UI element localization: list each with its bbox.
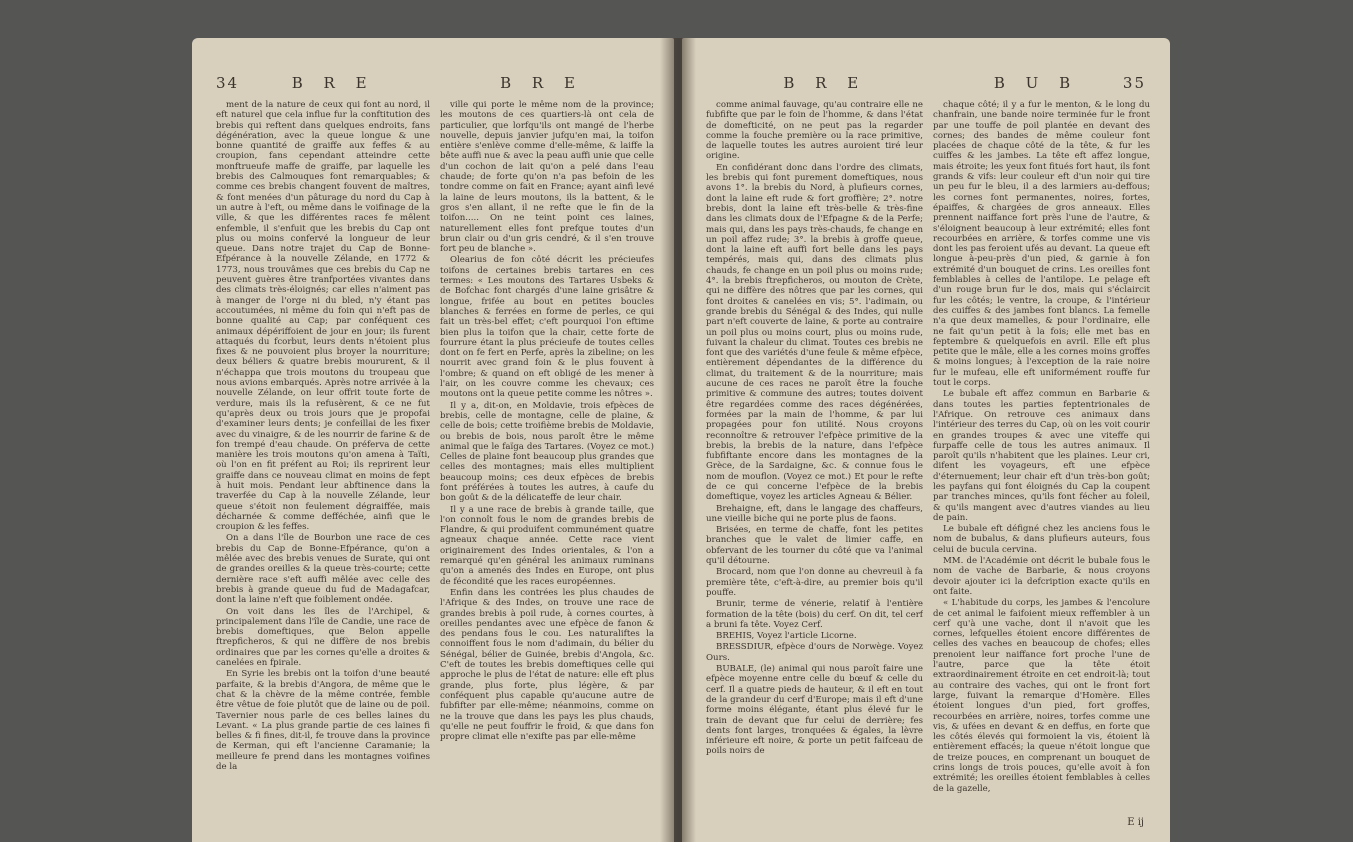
running-head: B R E [291,74,375,92]
paragraph: chaque côté; il y a fur le menton, & le long du chanfrain, une bande noire terminée fur le front par une touffe de poil plantée en devant des cornes; des bandes de même couleur font placées de chaque côté de la tête, & fur les cuiffes & les jambes. La tête eft affez longue, mais étroite; les yeux font fitués fort haut, ils font grands & vifs: leur couleur eft d'un noir qui tire un peu fur le bleu, il a des larmiers au-deffous; les cornes font permanentes, noires, fortes, épaiffes, & chargées de gros anneaux. Elles prennent naiffance fort près l'une de l'autre, & s'éloignent beaucoup à leur extrémité; elles font recourbées en arrière, & torfes comme une vis dont les pas feroient ufés au devant. La queue eft longue à-peu-près d'un pied, & garnie à fon extrémité d'un bouquet de crins. Les oreilles font femblables à celles de l'antilope. Le pelage eft d'un rouge brun fur le dos, mais qui s'éclaircit fur les côtés; le ventre, la croupe, & l'intérieur des cuiffes & des jambes font blancs. La femelle n'a que deux mamelles, & pour l'ordinaire, elle ne fait qu'un petit à la fois; elle met bas en feptembre & quelquefois en avril. Elle eft plus petite que le mâle, elle a les cornes moins groffes & moins longues; à l'exception de la raie noire fur le mufeau, elle eft uniformément rouffe fur tout le corps. [933,100,1150,389]
paragraph: « L'habitude du corps, les jambes & l'encolure de cet animal le faifoient mieux reffembler à un cerf qu'à une vache, dont il n'avoit que les cornes, lefquelles étoient encore différentes de celles des vaches en beaucoup de chofes; elles prenoient leur naiffance fort proche l'une de l'autre, parce que la tête étoit extraordinairement étroite en cet endroit-là; tout au contraire des vaches, qui ont le front fort large, fuivant la remarque d'Homère. Elles étoient longues d'un pied, fort groffes, recourbées en arrière, noires, torfes comme une vis, & ufées en devant & en deffus, en forte que les côtés élevés qui formoient la vis, étoient là entièrement effacés; la queue n'étoit longue que de treize pouces, en comprenant un bouquet de crins longs de trois pouces, qu'elle avoit à fon extrémité; les oreilles étoient femblables à celles de la gazelle, [933,598,1150,794]
text-column [706,100,923,836]
page-number: 35 [1122,74,1146,92]
paragraph: Brocard, nom que l'on donne au chevreuil à fa première tête, c'eft-à-dire, au premier bois qu'il pouffe. [706,567,923,598]
right-page [682,38,1170,842]
paragraph: ment de la nature de ceux qui font au nord, il eft naturel que cela influe fur la conftitution des brebis qui reftent dans quelques endroits, fans dégénération, avec la queue longue & une bonne quantité de graiffe aux feffes & au croupion, fans cependant atteindre cette monftrueufe maffe de graiffe, par laquelle les brebis des Calmouques font remarquables; & comme ces brebis changent fouvent de maîtres, & font menées d'un pâturage du nord du Cap à un autre à l'eft, ou même dans le voifinage de la ville, & que les différentes races fe mêlent enfemble, il s'enfuit que les brebis du Cap ont plus ou moins confervé la longueur de leur queue. Dans notre trajet du Cap de Bonne-Efpérance à la nouvelle Zélande, en 1772 & 1773, nous trouvâmes que ces brebis du Cap ne peuvent guères être tranfportées vivantes dans des climats très-éloignés; car elles n'aiment pas à manger de l'orge ni du bled, n'y étant pas accoutumées, ni même du foin qui n'eft pas de bonne qualité au Cap; par conféquent ces animaux dépériffoient de jour en jour; ils furent attaqués du fcorbut, leurs dents n'étoient plus fixes & ne pouvoient plus broyer la nourriture; deux béliers & quatre brebis moururent, & il n'échappa que trois moutons du troupeau que nous avions embarqués. Après notre arrivée à la nouvelle Zélande, on leur offrit toute forte de verdure, mais ils la refusèrent, & ce ne fut qu'après deux ou trois jours que je propofai d'examiner leurs dents; je confeillai de les fixer avec du vinaigre, & de les nourrir de farine & de fon trempé d'eau chaude. On préferva de cette manière les trois moutons qu'on amena à Taïti, où l'on en fit préfent au Roi; ils reprirent leur graiffe dans ce nouveau climat en moins de fept à huit mois. Pendant leur abftinence dans la traverfée du Cap à la nouvelle Zélande, leur queue s'étoit non feulement dégraiffée, mais décharnée & comme defféchée, ainfi que le croupion & les feffes. [216,100,430,533]
paragraph: Olearius de fon côté décrit les précieufes toifons de certaines brebis tartares en ces termes: « Les moutons des Tartares Usbeks & de Bofchac font chargés d'une laine grisâtre & longue, frifée au bout en petites boucles blanches & ferrées en forme de perles, ce qui fait un très-bel effet; c'eft pourquoi l'on eftime bien plus la toifon que la chair, cette forte de fourrure étant la plus précieufe de toutes celles dont on fe fert en Perfe, après la zibeline; on les nourrit avec grand foin & le plus fouvent à l'ombre; & quand on eft obligé de les mener à l'air, on les couvre comme les chevaux; ces moutons ont la queue petite comme les nôtres ». [440,255,654,400]
paragraph: Il y a, dit-on, en Moldavie, trois efpèces de brebis, celle de montagne, celle de plaine, & celle de bois; cette troifième brebis de Moldavie, ou brebis de bois, nous paroît être le même animal que le faïga des Tartares. (Voyez ce mot.) Celles de plaine font beaucoup plus grandes que celles des montagnes; mais elles multiplient beaucoup moins; ces deux efpèces de brebis font préférées à toutes les autres, à caufe du bon goût & de la délicateffe de leur chair. [440,400,654,504]
right-page-columns [706,100,1150,836]
right-page-header [706,74,1146,96]
running-head: B R E [500,74,583,92]
paragraph: BRESSDIUR, efpèce d'ours de Norwège. Voyez Ours. [706,642,923,663]
paragraph: Il y a une race de brebis à grande taille, que l'on connoît fous le nom de grandes brebis de Flandre, & qui produifent communément quatre agneaux chaque année. Cette race vient originairement des Indes orientales, & l'on a remarqué qu'en général les animaux ruminans qu'on a amenés des Indes en Europe, ont plus de fécondité que les races européennes. [440,504,654,587]
paragraph: Le bubale eft défigné chez les anciens fous le nom de bubalus, & dans plufieurs auteurs, fous celui de bucula cervina. [933,524,1150,555]
paragraph: ville qui porte le même nom de la province; les moutons de ces quartiers-là ont cela de particulier, que lorfqu'ils ont mangé de l'herbe nouvelle, depuis janvier jufqu'en mai, la toifon entière s'enlève comme d'elle-même, & laiffe la bête auffi nue & avec la peau auffi unie que celle d'un cochon de lait qu'on a pelé dans l'eau chaude; de forte qu'on n'a pas befoin de les tondre comme on fait en France; ayant ainfi levé la laine de leurs moutons, ils la battent, & le gros s'en allant, il ne refte que le fin de la toifon..... On ne teint point ces laines, naturellement elles font prefque toutes d'un brun clair ou d'un gris cendré, & il s'en trouve fort peu de blanche ». [440,100,654,255]
paragraph: En confidérant donc dans l'ordre des climats, les brebis qui font purement domeftiques, nous avons 1°. la brebis du Nord, à plufieurs cornes, dont la laine eft rude & fort groffière; 2°. notre brebis, dont la laine eft très-belle & très-fine dans les climats doux de l'Efpagne & de la Perfe; mais qui, dans les pays très-chauds, fe change en un poil affez rude; 3°. la brebis à groffe queue, dont la laine eft auffi fort belle dans les pays tempérés, mais qui, dans des climats plus chauds, fe change en un poil plus ou moins rude; 4°. la brebis ftrepficheros, ou mouton de Crète, qui ne diffère des nôtres que par les cornes, qui font droites & canelées en vis; 5°. l'adimain, ou grande brebis du Sénégal & des Indes, qui nulle part n'eft couverte de laine, & porte au contraire un poil plus ou moins court, plus ou moins rude, fuivant la chaleur du climat. Toutes ces brebis ne font que des variétés d'une feule & même efpèce, entièrement dépendantes de la différence du climat, du traitement & de la nourriture; mais aucune de ces races ne paroît être la fouche primitive & commune des autres; toutes doivent être regardées comme des races dégénérées, formées par la main de l'homme, & par lui propagées pour fon utilité. Nous croyons reconnoître & retrouver l'efpèce primitive de la brebis, la brebis de la nature, dans l'efpèce fubfiftante encore dans les montagnes de la Grèce, de la Sardaigne, &c. & connue fous le nom de mouflon. (Voyez ce mot.) Et pour le refte de ce qui concerne l'efpèce de la brebis domeftique, voyez les articles Agneau & Bélier. [706,162,923,503]
paragraph: MM. de l'Académie ont décrit le bubale fous le nom de vache de Barbarie, & nous croyons devoir ajouter ici la defcription exacte qu'ils en ont faite. [933,556,1150,597]
paragraph: Brehaigne, eft, dans le langage des chaffeurs, une vieille biche qui ne porte plus de faons. [706,503,923,524]
paragraph: Le bubale eft affez commun en Barbarie & dans toutes les parties feptentrionales de l'Afrique. On retrouve ces animaux dans l'intérieur des terres du Cap, où on les voit courir en grandes troupes & avec une viteffe qui furpaffe celle de tous les autres animaux. Il paroît qu'ils n'habitent que les plaines. Leur cri, difent les voyageurs, eft une efpèce d'éternuement; leur chair eft d'un très-bon goût; les payfans qui font éloignés du Cap la coupent par tranches minces, qu'ils font fécher au foleil, & qu'ils mangent avec d'autres viandes au lieu de pain. [933,389,1150,523]
paragraph: On voit dans les îles de l'Archipel, & principalement dans l'île de Candie, une race de brebis domeftiques, que Belon appelle ftrepficheros, & qui ne diffère de nos brebis ordinaires que par les cornes qu'elle a droites & canelées en fpirale. [216,606,430,669]
left-page-header [216,74,650,96]
text-column [440,100,654,836]
paragraph: Brisées, en terme de chaffe, font les petites branches que le valet de limier caffe, en obfervant de les tourner du côté que va l'animal qu'il détourne. [706,525,923,567]
signature-mark: E ij [1127,817,1144,828]
paragraph: Enfin dans les contrées les plus chaudes de l'Afrique & des Indes, on trouve une race de grandes brebis à poil rude, à cornes courtes, à oreilles pendantes avec une efpèce de fanon & des pendans fous le cou. Les naturaliftes la connoiffent fous le nom d'adimain, du bélier du Sénégal, bélier de Guinée, brebis d'Angola, &c. C'eft de toutes les brebis domeftiques celle qui approche le plus de l'état de nature: elle eft plus grande, plus forte, plus légère, & par conféquent plus capable qu'aucune autre de fubfifter par elle-même; néanmoins, comme on ne la trouve que dans les pays les plus chauds, qu'elle ne peut fouffrir le froid, & que dans fon propre climat elle n'exifte pas par elle-même [440,587,654,743]
text-column [216,100,430,836]
paragraph: On a dans l'île de Bourbon une race de ces brebis du Cap de Bonne-Efpérance, qu'on a mêlée avec des brebis venues de Surate, qui ont de grandes oreilles & la queue très-courte; cette dernière race s'eft auffi mêlée avec celle des brebis à grande queue du fud de Madagafcar, dont la laine n'eft que foiblement ondée. [216,533,430,606]
paragraph: En Syrie les brebis ont la toifon d'une beauté parfaite, & la brebis d'Angora, de même que le chat & la chèvre de la même contrée, femble être vêtue de foie plutôt que de laine ou de poil. Tavernier nous parle de ces belles laines du Levant. « La plus grande partie de ces laines fi belles & fi fines, dit-il, fe trouve dans la province de Kerman, qui eft l'ancienne Caramanie; la meilleure fe prend dans les montagnes voifines de la [216,669,430,772]
left-page-columns [216,100,654,836]
paragraph: BREHIS, Voyez l'article Licorne. [716,631,857,642]
running-head: B R E [783,74,867,92]
text-column [933,100,1150,836]
paragraph: BUBALE, (le) animal qui nous paroît faire une efpèce moyenne entre celle du bœuf & celle du cerf. Il a quatre pieds de hauteur, & il eft en tout de la grandeur du cerf d'Europe; mais il eft d'une forme moins élégante, étant plus élevé fur le train de devant que fur celui de derrière; fes dents font larges, tronquées & égales, la lèvre inférieure eft noire, & porte un petit faifceau de poils noirs de [706,664,923,757]
running-head: B U B [993,74,1079,92]
paragraph: comme animal fauvage, qu'au contraire elle ne fubfifte que par le foin de l'homme, & dans l'état de domefticité, on ne peut pas la regarder comme la fouche première ou la race primitive, de laquelle toutes les autres auroient tiré leur origine. [706,100,923,162]
left-page [192,38,674,842]
page-number: 34 [216,74,240,92]
paragraph: Brunir, terme de vénerie, relatif à l'entière formation de la tête (bois) du cerf. On dit, tel cerf a bruni fa tête. Voyez Cerf. [706,599,923,630]
